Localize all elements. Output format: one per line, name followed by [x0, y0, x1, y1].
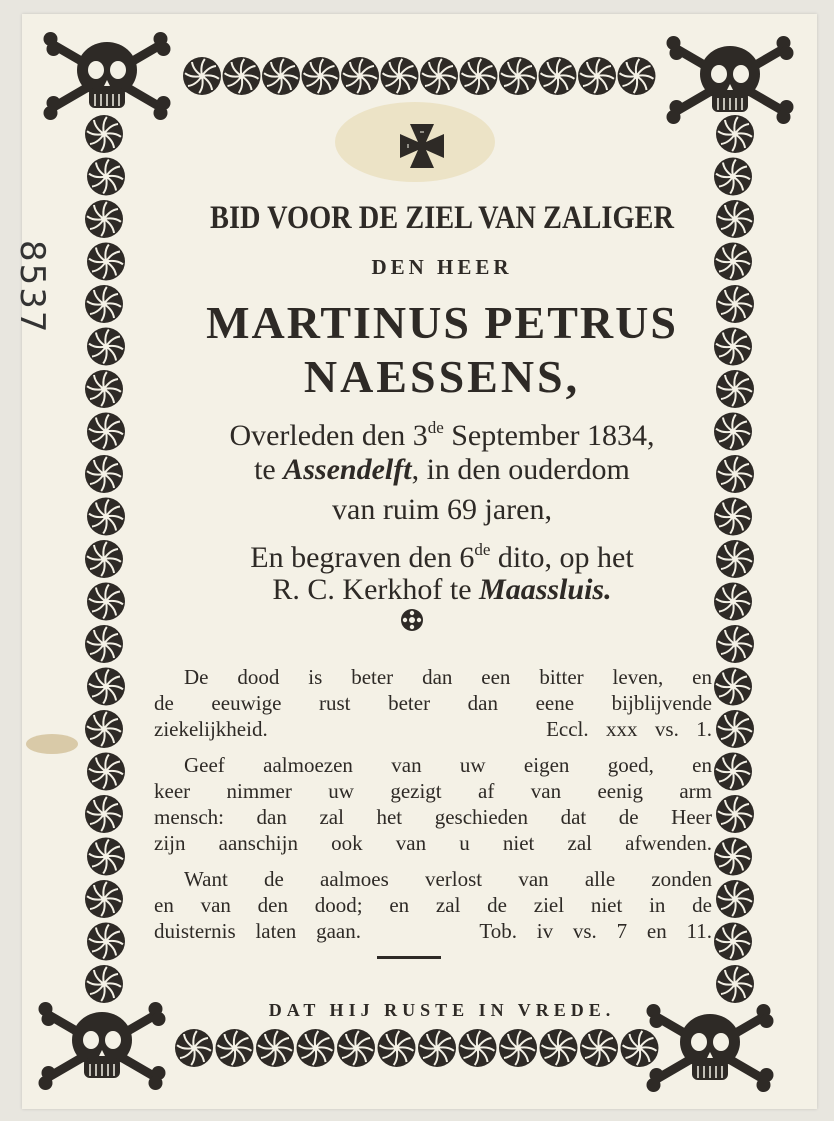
rosette [539, 57, 577, 95]
rosette [85, 625, 123, 663]
rosette [714, 158, 752, 196]
rosette [716, 880, 754, 918]
verse-line: de eeuwige rust beter dan eene bijblijvende [154, 691, 712, 715]
rosette [85, 965, 123, 1003]
verse-line: keer nimmer uw gezigt af van eenig arm [154, 779, 712, 803]
rosette [223, 57, 261, 95]
rosette [175, 1029, 213, 1067]
rosette [85, 540, 123, 578]
rosette [85, 710, 123, 748]
skull-crossbones-icon [667, 36, 794, 124]
rosette [378, 1029, 416, 1067]
rosette [87, 243, 125, 281]
rosette [341, 57, 379, 95]
rosette [85, 285, 123, 323]
rosette [216, 1029, 254, 1067]
heading: BID VOOR DE ZIEL VAN ZALIGER [210, 200, 674, 236]
rosette [87, 583, 125, 621]
closing-line: DAT HIJ RUSTE IN VREDE. [268, 1000, 616, 1020]
burial-line: En begraven den 6de dito, op het [250, 540, 634, 574]
rosette [716, 115, 754, 153]
deceased-name-line2: NAESSENS, [303, 351, 581, 402]
rosette [85, 880, 123, 918]
rosette [297, 1029, 335, 1067]
rosette [714, 923, 752, 961]
rosette [716, 625, 754, 663]
rosette [262, 57, 300, 95]
rosette [716, 710, 754, 748]
paper-spot [26, 734, 78, 754]
rosette [460, 57, 498, 95]
skull-crossbones-icon [44, 32, 171, 120]
rosette [87, 838, 125, 876]
archive-number: 8537 [12, 240, 52, 335]
verse-line: mensch: dan zal het geschieden dat de Heer [154, 805, 712, 829]
rosette [87, 158, 125, 196]
subheading: DEN HEER [371, 255, 513, 279]
verse-line: Want de aalmoes verlost van alle zonden [184, 867, 712, 891]
rosette [85, 200, 123, 238]
memorial-card [12, 14, 817, 1109]
rosette [87, 668, 125, 706]
rosette [85, 795, 123, 833]
rosette [337, 1029, 375, 1067]
rosette [540, 1029, 578, 1067]
rosette [381, 57, 419, 95]
rosette [621, 1029, 659, 1067]
rosette [87, 328, 125, 366]
rosette [578, 57, 616, 95]
rosette [716, 965, 754, 1003]
rosette [499, 1029, 537, 1067]
verse-line: duisternis laten gaan. Tob. iv vs. 7 en 11. [154, 919, 712, 943]
rosette [87, 753, 125, 791]
rosette [87, 923, 125, 961]
rosette [87, 498, 125, 536]
rosette [87, 413, 125, 451]
rosette [618, 57, 656, 95]
verse-line: Geef aalmoezen van uw eigen goed, en [184, 753, 712, 777]
rosette [418, 1029, 456, 1067]
rosette [85, 370, 123, 408]
rosette [459, 1029, 497, 1067]
rosette [714, 838, 752, 876]
verse-line: De dood is beter dan een bitter leven, en [184, 665, 712, 689]
verse-line: en van den dood; en zal de ziel niet in de [154, 893, 712, 917]
flower-ornament-icon [401, 609, 423, 631]
rosette [716, 795, 754, 833]
rosette [714, 753, 752, 791]
divider-rule [377, 956, 441, 959]
rosette [183, 57, 221, 95]
verse-line: zijn aanschijn ook van u niet zal afwenden. [154, 831, 712, 855]
rosette [302, 57, 340, 95]
rosette [580, 1029, 618, 1067]
place-line: te Assendelft, in den ouderdom [254, 453, 630, 486]
age-line: van ruim 69 jaren, [332, 493, 552, 526]
cemetery-line: R. C. Kerkhof te Maassluis. [272, 573, 612, 606]
rosette [85, 455, 123, 493]
deceased-name-line1: MARTINUS PETRUS [206, 297, 678, 348]
death-date-line: Overleden den 3de September 1834, [229, 418, 655, 452]
verse-line: ziekelijkheid. Eccl. xxx vs. 1. [154, 717, 712, 741]
rosette [256, 1029, 294, 1067]
rosette [85, 115, 123, 153]
rosette [420, 57, 458, 95]
rosette [714, 668, 752, 706]
rosette [499, 57, 537, 95]
rosette [716, 200, 754, 238]
